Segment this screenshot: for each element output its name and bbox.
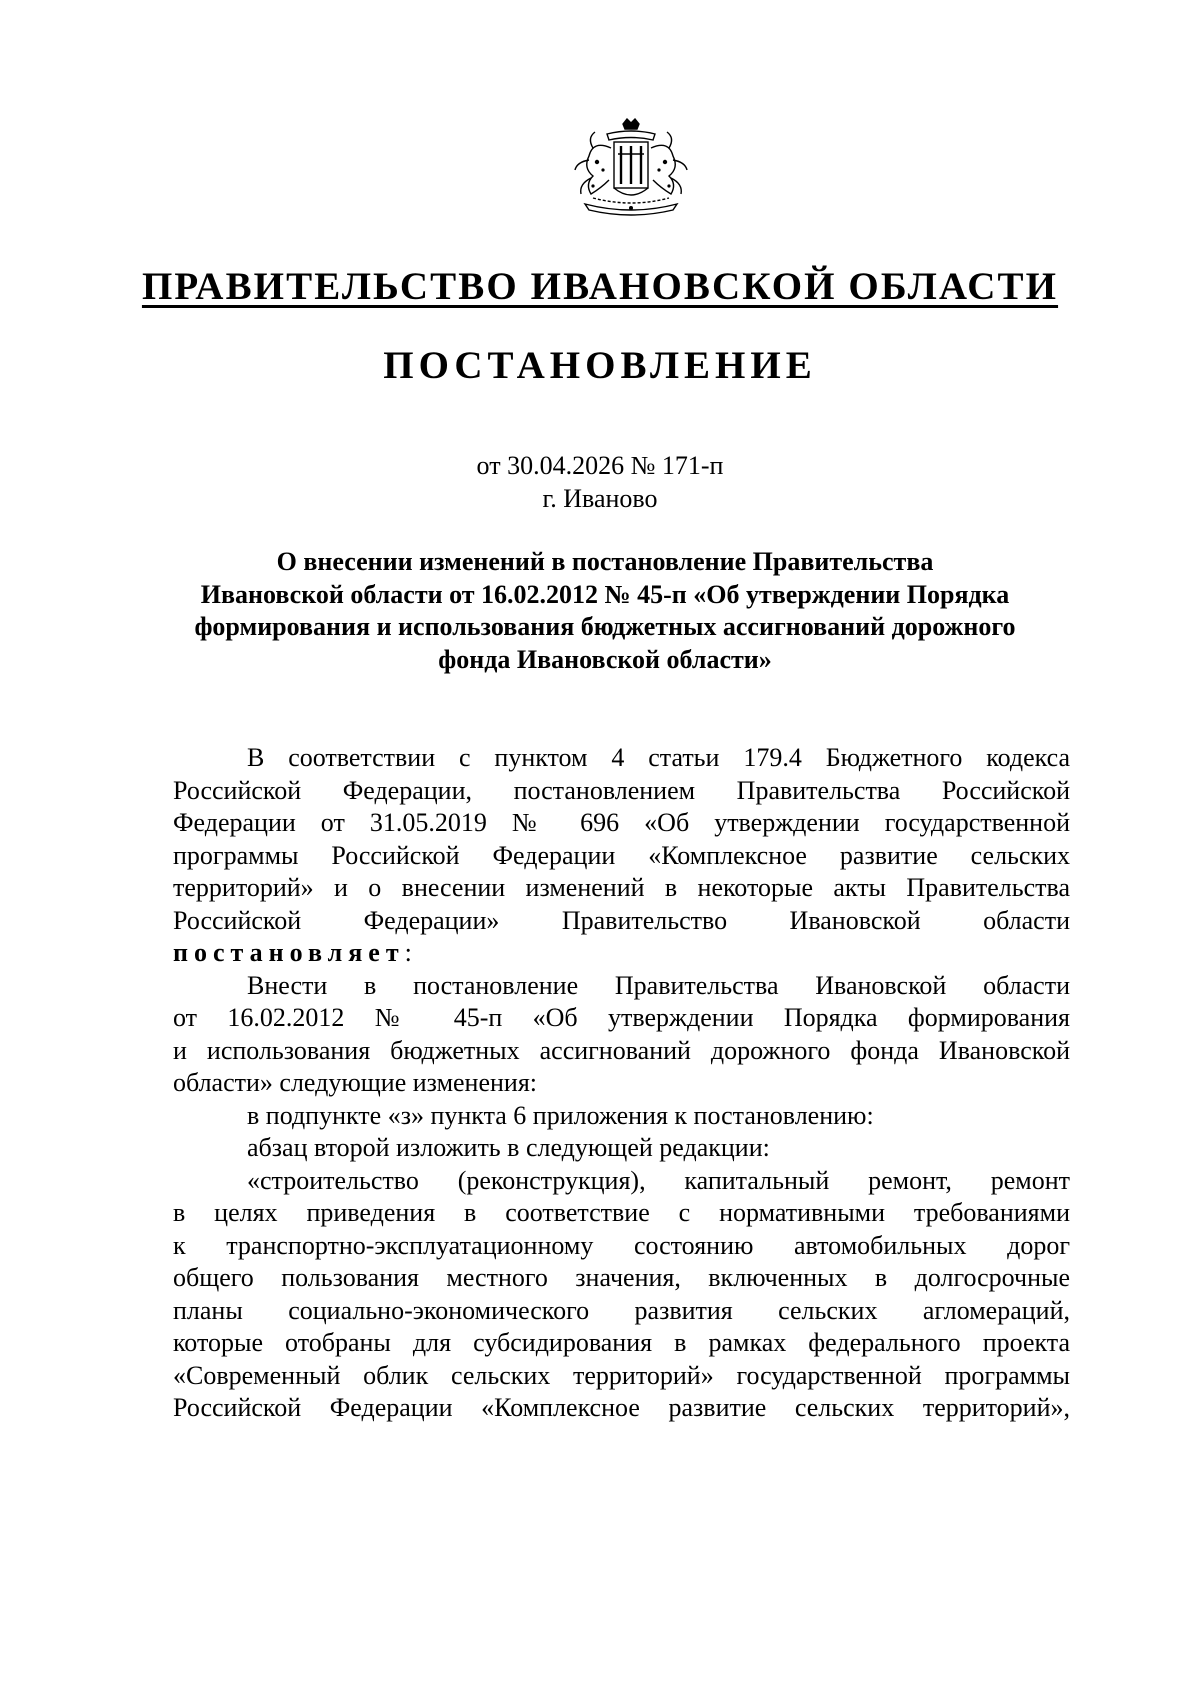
document-city: г. Иваново (542, 484, 658, 513)
organization-title-text: ПРАВИТЕЛЬСТВО ИВАНОВСКОЙ ОБЛАСТИ (141, 265, 1059, 308)
quote-line: которые отобраны для субсидирования в рамках федерального проекта (173, 1328, 1070, 1357)
document-subject (170, 546, 1040, 676)
preamble-line: В соответствии с пунктом 4 статьи 179.4 Бюджетного кодекса (247, 743, 1070, 772)
decree-colon: : (404, 938, 412, 967)
quote-line: «Современный облик сельских территорий» государственной программы (173, 1360, 1070, 1390)
preamble-line: Федерации от 31.05.2019 № 696 «Об утверждении государственной (173, 808, 1070, 837)
subpoint-line: в подпункте «з» пункта 6 приложения к постановлению: (247, 1100, 874, 1130)
paragraph-note-line: абзац второй изложить в следующей редакции: (247, 1133, 770, 1162)
document-type: ПОСТАНОВЛЕНИЕ (383, 344, 817, 387)
preamble-line: программы Российской Федерации «Комплексное развитие сельских (173, 840, 1070, 870)
coat-of-arms-icon (563, 118, 699, 222)
quote-line: «строительство (реконструкция), капитальный ремонт, ремонт (247, 1165, 1070, 1195)
organization-title (0, 263, 1200, 311)
amend-line: и использования бюджетных ассигнований дорожного фонда Ивановской (173, 1035, 1070, 1065)
subject-line: фонда Ивановской области» (438, 644, 772, 674)
decree-word: постановляет (173, 938, 405, 967)
quote-line: в целях приведения в соответствие с нормативными требованиями (173, 1198, 1070, 1227)
preamble-line: Российской Федерации» Правительство Ивановской области (173, 905, 1070, 935)
preamble-line: территорий» и о внесении изменений в некоторые акты Правительства (173, 873, 1070, 902)
subject-line: Ивановской области от 16.02.2012 № 45-п «Об утверждении Порядка (200, 579, 1010, 609)
quote-line: Российской Федерации «Комплексное развитие сельских территорий», (173, 1393, 1070, 1422)
amend-line: от 16.02.2012 № 45-п «Об утверждении Порядка формирования (173, 1003, 1070, 1032)
quote-line: планы социально-экономического развития сельских агломераций, (173, 1295, 1070, 1325)
subject-line: формирования и использования бюджетных ассигнований дорожного (194, 612, 1016, 641)
subject-line: О внесении изменений в постановление Правительства (276, 547, 934, 576)
document-number-date: от 30.04.2026 № 171-п (476, 451, 724, 480)
quote-line: общего пользования местного значения, включенных в долгосрочные (173, 1263, 1070, 1292)
decree-line (173, 937, 1070, 970)
amend-line: Внести в постановление Правительства Ивановской области (247, 970, 1070, 1000)
quote-line: к транспортно-эксплуатационному состоянию автомобильных дорог (173, 1230, 1070, 1260)
preamble-line: Российской Федерации, постановлением Правительства Российской (173, 775, 1070, 805)
document-body (173, 742, 1070, 1425)
coat-of-arms-graphic (563, 118, 699, 222)
amend-line: области» следующие изменения: (173, 1068, 538, 1097)
